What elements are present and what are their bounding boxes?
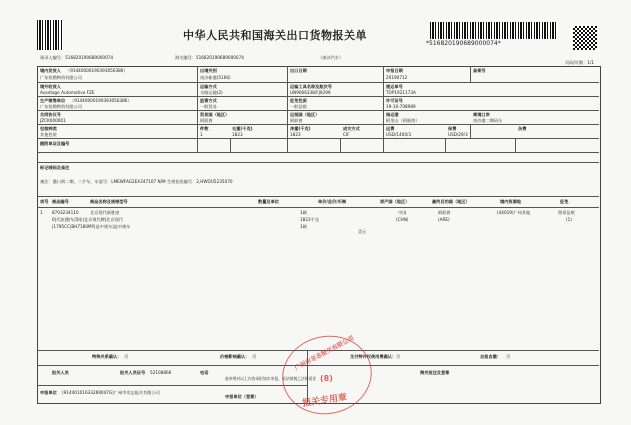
self-report-value: 否 (506, 354, 511, 359)
page-title: 中华人民共和国海关出口货物报关单 (183, 29, 367, 42)
contract-value: JZCK000001 (40, 118, 66, 123)
seal-bottom-text: 报关专用章 (301, 392, 348, 410)
exit-customs-label: 出境关别 (200, 68, 217, 73)
col-no: 项号 (40, 199, 49, 204)
seal-mid-text: (8) (320, 374, 333, 383)
origin-code: (CHN) (396, 217, 409, 222)
col-tax: 征免 (560, 199, 569, 204)
qty-3: 1辆 (300, 224, 307, 229)
supervision-label: 监管方式 (200, 98, 217, 103)
producer-code: （91440000190393056386） (70, 98, 132, 103)
declare-unit-label: 申报单位 (40, 390, 57, 395)
gross-label: 毛重(千克) (232, 126, 253, 131)
pieces-label: 件数 (200, 126, 209, 131)
col-final: 最终目的国（地区） (432, 199, 470, 204)
port-dest-label: 指运港 (386, 112, 399, 117)
consignee-label: 境外收货人 (40, 84, 61, 89)
gross-value: 1823 (232, 132, 243, 137)
domestic-source: (44019)广州其他 (497, 210, 531, 215)
dest-country-value: 阿联酋 (290, 118, 303, 123)
col-qty: 数量及单位 (258, 199, 279, 204)
customs-emblem-icon (37, 20, 63, 50)
phone-label: 电话 (200, 370, 209, 375)
royalty-label: 支付特许权使用费确认： (350, 354, 397, 359)
royalty-value: 否 (396, 354, 401, 359)
col-price: 单价/总价/币制 (318, 199, 347, 204)
pre-entry-no: 预录入编号：516820190689000074 (40, 55, 114, 60)
declare-date-value: 20190712 (386, 75, 408, 80)
insurance-label: 保费 (448, 126, 457, 131)
declare-unit-value: (91440101633269047G)广州市非志报关有限公司 (62, 390, 160, 395)
col-origin: 原产国（地区） (380, 199, 410, 204)
declarant-label: 报关人员 (52, 370, 69, 375)
dest-country-label: 运抵国（地区） (290, 112, 320, 117)
insurance-value: USD/29/3 (448, 132, 468, 137)
marks-label: 标记唛码及备注 (40, 165, 70, 170)
customs-no: 海关编号：516820190689000074 (175, 55, 244, 60)
consignee-name: Avantage Automotive FZE (40, 90, 95, 95)
producer-name: 广东恒勘物资有限公司 (40, 104, 82, 109)
declare-unit-sig-label: 申报单位（签章） (225, 394, 259, 399)
final-dest-code: (ARE) (438, 217, 450, 222)
net-label: 净重(千克) (290, 126, 311, 131)
exit-customs-value: 南沙新港(5166) (200, 75, 231, 80)
currency: 美元 (358, 229, 367, 234)
pack-type-label: 包装种类 (40, 126, 57, 131)
qty-1: 1辆 (300, 210, 307, 215)
docs-label: 随附单证及编号 (40, 141, 70, 146)
misc-label: 杂费 (518, 126, 527, 131)
col-code: 商品编号 (52, 199, 69, 204)
export-date-label: 出口日期 (290, 68, 307, 73)
license-label: 许可证号 (386, 98, 403, 103)
tax-nature-value: 一般征税 (290, 104, 307, 109)
pack-type-value: 其他包装 (40, 132, 57, 137)
marks-value: 备注：港口到二期，二手车，车架号：LMEWFAG2EX347107 N/M 生规拍卖编号：2,HWOU5235070 (40, 179, 233, 184)
license-value: 19-10-708989 (386, 104, 416, 109)
qr-code (573, 26, 597, 50)
tax-nature-label: 征免性质 (290, 98, 307, 103)
bl-no-label: 提运单号 (386, 84, 403, 89)
item-name-3: |1795CC|BH7180MY|是中规车|是中规车 (52, 224, 131, 229)
freight-label: 运费 (386, 126, 395, 131)
deal-mode-value: CIF (343, 132, 350, 137)
price-impact-value: 否 (252, 354, 257, 359)
item-code: 8703234110 (52, 210, 79, 215)
tax-code: (1) (566, 217, 572, 222)
qty-2: 1823千克 (300, 217, 320, 222)
producer-label: 生产销售单位 (40, 98, 66, 103)
freight-value: USD/1400/3 (386, 132, 412, 137)
col-name: 商品名称及规格型号 (90, 199, 128, 204)
customs-remark-label: 海关批注及签章 (420, 370, 450, 375)
page-count: 页码/页数：1/1 (565, 60, 595, 65)
final-dest: 阿联酋 (438, 210, 451, 215)
port-note: （南沙汽车） (318, 55, 344, 60)
bl-no-value: TOP1921173A (386, 90, 416, 95)
seal-top-text: 广州市非志报关有限公司 (293, 334, 356, 372)
depart-port-value: 南沙港二期码头 (473, 118, 503, 123)
trade-country-label: 贸易国（地区） (200, 112, 230, 117)
tax-mode: 照章征税 (558, 210, 575, 215)
item-name-1: 北京现代新胜途 (90, 210, 120, 215)
barcode (430, 22, 558, 39)
self-report-label: 自报自缴： (480, 354, 501, 359)
declaration-statement: 兹申明对以上内容承担如实申报、依法纳税之法律责任 (225, 376, 317, 381)
transport-label: 运输方式 (200, 84, 217, 89)
net-value: 1823 (290, 132, 301, 137)
price-impact-label: 价格影响确认： (220, 354, 250, 359)
barcode-text: *516820190689000074* (426, 40, 501, 47)
consignor-label: 境内发货人 (40, 68, 61, 73)
item-no: 1 (40, 210, 43, 215)
declarant-cert-label: 报关人员证号 (120, 370, 146, 375)
consignor-code: （91440000190393056386） (66, 68, 128, 73)
pieces-value: 1 (200, 132, 203, 137)
col-domestic: 境内货源地 (500, 199, 521, 204)
declarant-cert-value: 52108866 (150, 370, 172, 375)
contract-label: 合同协议号 (40, 112, 61, 117)
trade-country-value: 阿联酋 (200, 118, 213, 123)
port-dest-value: 阿里山（阿联酋） (386, 118, 420, 123)
declare-date-label: 申报日期 (386, 68, 403, 73)
deal-mode-label: 成交方式 (343, 126, 360, 131)
depart-port-label: 离境口岸 (473, 112, 490, 117)
item-name-2: 0|代油|整车|5座|北京现代牌|北京现代 (52, 217, 124, 222)
consignor-name: 广东恒勘物资有限公司 (40, 75, 82, 80)
transport-value: 水路运输(2) (200, 90, 223, 95)
transport-name-label: 运输工具名称及航次号 (290, 84, 332, 89)
supervision-value: 一般贸易 (200, 104, 217, 109)
special-value: 否 (124, 354, 129, 359)
origin: 中国 (398, 210, 407, 215)
transport-name-value: UN9066338/FJ9299 (290, 90, 331, 95)
special-label: 特殊关系确认： (92, 354, 122, 359)
record-no-label: 备案号 (473, 68, 486, 73)
